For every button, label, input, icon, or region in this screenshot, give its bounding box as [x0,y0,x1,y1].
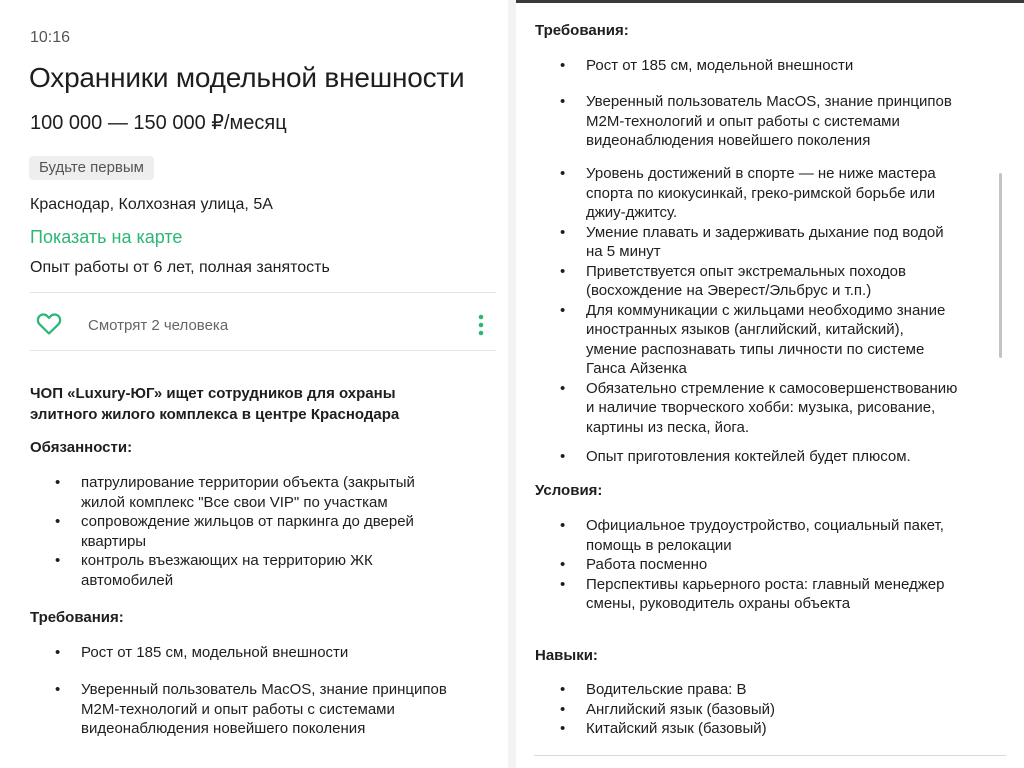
salary: 100 000 — 150 000 ₽/месяц [30,112,287,134]
list-item: • Официальное трудоустройство, социальный пакет, помощь в релокации [560,516,980,555]
list-item: • Работа посменно [560,555,980,575]
conditions-heading: Условия: [535,482,603,499]
duties-heading: Обязанности: [30,439,133,456]
divider [534,755,1006,756]
list-item: • Перспективы карьерного роста: главный менеджер смены, руководитель охраны объекта [560,575,980,614]
requirements-heading: Требования: [535,22,629,39]
divider [30,292,496,293]
list-item: • Водительские права: B [560,680,980,700]
page-title: Охранники модельной внешности [29,62,465,93]
list-item: • Обязательно стремление к самосовершенствованию и наличие творческого хобби: музыка, рисование, картины из песка, йога. [560,379,980,438]
scrollbar[interactable] [999,173,1002,358]
status-badge: Будьте первым [29,156,154,180]
list-item: • Умение плавать и задерживать дыхание под водой на 5 минут [560,223,980,262]
requirements-list [560,92,980,151]
list-item: • Рост от 185 см, модельной внешности [55,643,475,663]
left-screenshot [0,0,508,768]
requirements-list [560,164,980,437]
list-item: • Китайский язык (базовый) [560,719,980,739]
skills-list [560,680,980,739]
skills-heading: Навыки: [535,647,598,664]
list-item: • Английский язык (базовый) [560,700,980,720]
list-item: • патрулирование территории объекта (закрытый жилой комплекс "Все свои VIP" по участкам [55,473,475,512]
list-item: • Приветствуется опыт экстремальных походов (восхождение на Эверест/Эльбрус и т.п.) [560,262,980,301]
requirements-list [55,680,475,739]
requirements-list [560,447,980,467]
duties-list [55,473,475,590]
list-item: • сопровождение жильцов от паркинга до дверей квартиры [55,512,475,551]
conditions-list [560,516,980,614]
watching-count: Смотрят 2 человека [88,317,229,334]
list-item: • Уверенный пользователь MacOS, знание принципов M2M-технологий и опыт работы с системами видеонаблюдения новейшего поколения [55,680,475,739]
heart-icon[interactable] [36,312,62,336]
list-item: • контроль въезжающих на территорию ЖК автомобилей [55,551,475,590]
requirements-list [55,643,475,663]
list-item: • Опыт приготовления коктейлей будет плюсом. [560,447,980,467]
divider [30,350,496,351]
show-on-map-link[interactable]: Показать на карте [30,227,183,247]
list-item: • Уверенный пользователь MacOS, знание принципов M2M-технологий и опыт работы с системами видеонаблюдения новейшего поколения [560,92,980,151]
requirements-heading: Требования: [30,609,124,626]
more-vertical-icon[interactable] [476,313,486,337]
list-item: • Уровень достижений в спорте — не ниже мастера спорта по киокусинкай, греко-римской борьбе или джиу-джитсу. [560,164,980,223]
list-item: • Рост от 185 см, модельной внешности [560,56,980,76]
status-time: 10:16 [30,29,71,46]
vacancy-intro: ЧОП «Luxury-ЮГ» ищет сотрудников для охраны элитного жилого комплекса в центре Краснодара [30,385,400,423]
panel-gap [508,0,516,768]
address: Краснодар, Колхозная улица, 5А [30,196,273,213]
experience-info: Опыт работы от 6 лет, полная занятость [30,259,330,276]
list-item: • Для коммуникации с жильцами необходимо знание иностранных языков (английский, китайский), умение распознавать типы личности по системе Ганса Айзенка [560,301,980,379]
right-screenshot [516,0,1024,768]
requirements-list [560,56,980,76]
